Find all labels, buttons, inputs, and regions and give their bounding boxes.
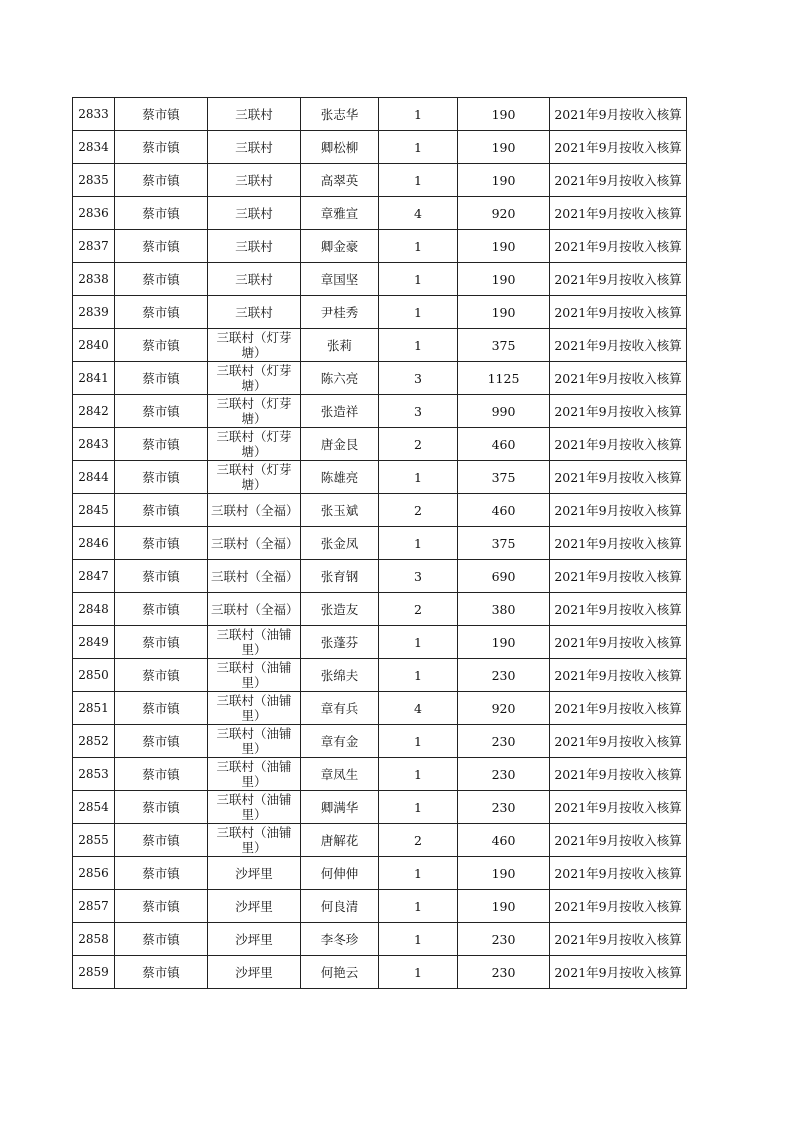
town-cell: 蔡市镇 xyxy=(115,956,208,989)
table-row xyxy=(73,824,687,857)
amount-cell: 190 xyxy=(458,626,550,659)
amount-cell: 230 xyxy=(458,659,550,692)
persons-cell: 1 xyxy=(379,791,458,824)
village-cell: 三联村 xyxy=(208,164,301,197)
village-cell: 三联村 xyxy=(208,230,301,263)
table-row xyxy=(73,329,687,362)
amount-cell: 1125 xyxy=(458,362,550,395)
town-cell: 蔡市镇 xyxy=(115,131,208,164)
row-number: 2834 xyxy=(73,131,115,164)
table-row xyxy=(73,395,687,428)
name-cell: 张造友 xyxy=(301,593,379,626)
amount-cell: 230 xyxy=(458,923,550,956)
town-cell: 蔡市镇 xyxy=(115,857,208,890)
village-cell: 沙坪里 xyxy=(208,857,301,890)
row-number: 2849 xyxy=(73,626,115,659)
table-row xyxy=(73,230,687,263)
town-cell: 蔡市镇 xyxy=(115,230,208,263)
amount-cell: 190 xyxy=(458,857,550,890)
note-cell: 2021年9月按收入核算 xyxy=(550,725,687,758)
town-cell: 蔡市镇 xyxy=(115,560,208,593)
village-cell: 三联村（油铺里） xyxy=(208,824,301,857)
row-number: 2855 xyxy=(73,824,115,857)
row-number: 2854 xyxy=(73,791,115,824)
amount-cell: 990 xyxy=(458,395,550,428)
row-number: 2841 xyxy=(73,362,115,395)
name-cell: 唐金艮 xyxy=(301,428,379,461)
name-cell: 章雅宣 xyxy=(301,197,379,230)
village-cell: 三联村（灯芽塘） xyxy=(208,461,301,494)
town-cell: 蔡市镇 xyxy=(115,923,208,956)
town-cell: 蔡市镇 xyxy=(115,197,208,230)
persons-cell: 3 xyxy=(379,395,458,428)
name-cell: 何伸伸 xyxy=(301,857,379,890)
table-row xyxy=(73,131,687,164)
village-cell: 三联村（灯芽塘） xyxy=(208,395,301,428)
table-row xyxy=(73,461,687,494)
amount-cell: 460 xyxy=(458,428,550,461)
town-cell: 蔡市镇 xyxy=(115,395,208,428)
amount-cell: 230 xyxy=(458,758,550,791)
row-number: 2858 xyxy=(73,923,115,956)
row-number: 2845 xyxy=(73,494,115,527)
town-cell: 蔡市镇 xyxy=(115,626,208,659)
note-cell: 2021年9月按收入核算 xyxy=(550,560,687,593)
name-cell: 张蓬芬 xyxy=(301,626,379,659)
name-cell: 张志华 xyxy=(301,98,379,131)
amount-cell: 230 xyxy=(458,956,550,989)
village-cell: 三联村（全福） xyxy=(208,494,301,527)
row-number: 2859 xyxy=(73,956,115,989)
persons-cell: 3 xyxy=(379,362,458,395)
table-row xyxy=(73,263,687,296)
table-row xyxy=(73,659,687,692)
persons-cell: 1 xyxy=(379,659,458,692)
note-cell: 2021年9月按收入核算 xyxy=(550,461,687,494)
town-cell: 蔡市镇 xyxy=(115,329,208,362)
name-cell: 章凤生 xyxy=(301,758,379,791)
name-cell: 陈雄亮 xyxy=(301,461,379,494)
name-cell: 章有金 xyxy=(301,725,379,758)
village-cell: 三联村（灯芽塘） xyxy=(208,362,301,395)
persons-cell: 1 xyxy=(379,758,458,791)
village-cell: 三联村（油铺里） xyxy=(208,659,301,692)
note-cell: 2021年9月按收入核算 xyxy=(550,857,687,890)
village-cell: 三联村 xyxy=(208,263,301,296)
amount-cell: 190 xyxy=(458,296,550,329)
row-number: 2852 xyxy=(73,725,115,758)
row-number: 2839 xyxy=(73,296,115,329)
table-row xyxy=(73,626,687,659)
village-cell: 三联村（油铺里） xyxy=(208,725,301,758)
village-cell: 三联村 xyxy=(208,197,301,230)
persons-cell: 1 xyxy=(379,329,458,362)
persons-cell: 1 xyxy=(379,527,458,560)
persons-cell: 1 xyxy=(379,131,458,164)
note-cell: 2021年9月按收入核算 xyxy=(550,296,687,329)
row-number: 2842 xyxy=(73,395,115,428)
town-cell: 蔡市镇 xyxy=(115,659,208,692)
amount-cell: 920 xyxy=(458,197,550,230)
persons-cell: 1 xyxy=(379,296,458,329)
row-number: 2838 xyxy=(73,263,115,296)
table-row xyxy=(73,296,687,329)
table-row xyxy=(73,593,687,626)
amount-cell: 190 xyxy=(458,263,550,296)
town-cell: 蔡市镇 xyxy=(115,692,208,725)
amount-cell: 460 xyxy=(458,494,550,527)
name-cell: 李冬珍 xyxy=(301,923,379,956)
row-number: 2843 xyxy=(73,428,115,461)
note-cell: 2021年9月按收入核算 xyxy=(550,263,687,296)
row-number: 2840 xyxy=(73,329,115,362)
town-cell: 蔡市镇 xyxy=(115,494,208,527)
persons-cell: 1 xyxy=(379,164,458,197)
persons-cell: 1 xyxy=(379,263,458,296)
town-cell: 蔡市镇 xyxy=(115,791,208,824)
amount-cell: 375 xyxy=(458,329,550,362)
name-cell: 章国坚 xyxy=(301,263,379,296)
persons-cell: 1 xyxy=(379,923,458,956)
table-row xyxy=(73,362,687,395)
note-cell: 2021年9月按收入核算 xyxy=(550,659,687,692)
village-cell: 三联村（全福） xyxy=(208,593,301,626)
persons-cell: 2 xyxy=(379,824,458,857)
note-cell: 2021年9月按收入核算 xyxy=(550,791,687,824)
row-number: 2844 xyxy=(73,461,115,494)
name-cell: 卿金豪 xyxy=(301,230,379,263)
table-row xyxy=(73,956,687,989)
table-row xyxy=(73,98,687,131)
name-cell: 张育钢 xyxy=(301,560,379,593)
name-cell: 唐解花 xyxy=(301,824,379,857)
persons-cell: 2 xyxy=(379,494,458,527)
name-cell: 卿松柳 xyxy=(301,131,379,164)
persons-cell: 1 xyxy=(379,626,458,659)
row-number: 2853 xyxy=(73,758,115,791)
row-number: 2856 xyxy=(73,857,115,890)
table-row xyxy=(73,692,687,725)
note-cell: 2021年9月按收入核算 xyxy=(550,494,687,527)
village-cell: 沙坪里 xyxy=(208,923,301,956)
persons-cell: 1 xyxy=(379,857,458,890)
table-row xyxy=(73,494,687,527)
table-row xyxy=(73,857,687,890)
amount-cell: 190 xyxy=(458,230,550,263)
name-cell: 何良清 xyxy=(301,890,379,923)
persons-cell: 1 xyxy=(379,890,458,923)
persons-cell: 1 xyxy=(379,461,458,494)
amount-cell: 375 xyxy=(458,527,550,560)
table-row xyxy=(73,560,687,593)
village-cell: 三联村（油铺里） xyxy=(208,758,301,791)
note-cell: 2021年9月按收入核算 xyxy=(550,593,687,626)
persons-cell: 2 xyxy=(379,428,458,461)
name-cell: 尹桂秀 xyxy=(301,296,379,329)
name-cell: 陈六亮 xyxy=(301,362,379,395)
town-cell: 蔡市镇 xyxy=(115,362,208,395)
amount-cell: 230 xyxy=(458,791,550,824)
table-row xyxy=(73,890,687,923)
row-number: 2833 xyxy=(73,98,115,131)
village-cell: 三联村（油铺里） xyxy=(208,626,301,659)
name-cell: 张莉 xyxy=(301,329,379,362)
persons-cell: 2 xyxy=(379,593,458,626)
town-cell: 蔡市镇 xyxy=(115,428,208,461)
persons-cell: 1 xyxy=(379,956,458,989)
note-cell: 2021年9月按收入核算 xyxy=(550,362,687,395)
note-cell: 2021年9月按收入核算 xyxy=(550,692,687,725)
name-cell: 张绵夫 xyxy=(301,659,379,692)
note-cell: 2021年9月按收入核算 xyxy=(550,428,687,461)
name-cell: 章有兵 xyxy=(301,692,379,725)
village-cell: 三联村（油铺里） xyxy=(208,791,301,824)
persons-cell: 1 xyxy=(379,725,458,758)
persons-cell: 3 xyxy=(379,560,458,593)
note-cell: 2021年9月按收入核算 xyxy=(550,164,687,197)
amount-cell: 460 xyxy=(458,824,550,857)
amount-cell: 920 xyxy=(458,692,550,725)
amount-cell: 190 xyxy=(458,890,550,923)
row-number: 2837 xyxy=(73,230,115,263)
amount-cell: 375 xyxy=(458,461,550,494)
amount-cell: 230 xyxy=(458,725,550,758)
row-number: 2847 xyxy=(73,560,115,593)
row-number: 2848 xyxy=(73,593,115,626)
amount-cell: 190 xyxy=(458,131,550,164)
name-cell: 卿满华 xyxy=(301,791,379,824)
persons-cell: 1 xyxy=(379,230,458,263)
table-row xyxy=(73,527,687,560)
note-cell: 2021年9月按收入核算 xyxy=(550,923,687,956)
note-cell: 2021年9月按收入核算 xyxy=(550,395,687,428)
amount-cell: 190 xyxy=(458,98,550,131)
note-cell: 2021年9月按收入核算 xyxy=(550,824,687,857)
village-cell: 三联村（灯芽塘） xyxy=(208,329,301,362)
persons-cell: 1 xyxy=(379,98,458,131)
row-number: 2857 xyxy=(73,890,115,923)
note-cell: 2021年9月按收入核算 xyxy=(550,890,687,923)
town-cell: 蔡市镇 xyxy=(115,725,208,758)
allowance-table xyxy=(72,97,687,989)
note-cell: 2021年9月按收入核算 xyxy=(550,626,687,659)
town-cell: 蔡市镇 xyxy=(115,263,208,296)
amount-cell: 690 xyxy=(458,560,550,593)
note-cell: 2021年9月按收入核算 xyxy=(550,98,687,131)
persons-cell: 4 xyxy=(379,692,458,725)
note-cell: 2021年9月按收入核算 xyxy=(550,230,687,263)
name-cell: 何艳云 xyxy=(301,956,379,989)
note-cell: 2021年9月按收入核算 xyxy=(550,329,687,362)
note-cell: 2021年9月按收入核算 xyxy=(550,131,687,164)
town-cell: 蔡市镇 xyxy=(115,824,208,857)
table-row xyxy=(73,164,687,197)
town-cell: 蔡市镇 xyxy=(115,527,208,560)
table-body xyxy=(73,98,687,989)
name-cell: 高翠英 xyxy=(301,164,379,197)
row-number: 2851 xyxy=(73,692,115,725)
town-cell: 蔡市镇 xyxy=(115,164,208,197)
table-row xyxy=(73,758,687,791)
town-cell: 蔡市镇 xyxy=(115,461,208,494)
village-cell: 三联村 xyxy=(208,98,301,131)
town-cell: 蔡市镇 xyxy=(115,296,208,329)
village-cell: 三联村 xyxy=(208,131,301,164)
table-row xyxy=(73,725,687,758)
row-number: 2836 xyxy=(73,197,115,230)
village-cell: 沙坪里 xyxy=(208,890,301,923)
village-cell: 三联村（全福） xyxy=(208,527,301,560)
village-cell: 三联村（灯芽塘） xyxy=(208,428,301,461)
village-cell: 沙坪里 xyxy=(208,956,301,989)
persons-cell: 4 xyxy=(379,197,458,230)
town-cell: 蔡市镇 xyxy=(115,890,208,923)
town-cell: 蔡市镇 xyxy=(115,593,208,626)
table-row xyxy=(73,428,687,461)
name-cell: 张玉斌 xyxy=(301,494,379,527)
note-cell: 2021年9月按收入核算 xyxy=(550,527,687,560)
note-cell: 2021年9月按收入核算 xyxy=(550,197,687,230)
row-number: 2835 xyxy=(73,164,115,197)
note-cell: 2021年9月按收入核算 xyxy=(550,758,687,791)
note-cell: 2021年9月按收入核算 xyxy=(550,956,687,989)
row-number: 2846 xyxy=(73,527,115,560)
name-cell: 张造祥 xyxy=(301,395,379,428)
town-cell: 蔡市镇 xyxy=(115,758,208,791)
table-row xyxy=(73,923,687,956)
amount-cell: 380 xyxy=(458,593,550,626)
town-cell: 蔡市镇 xyxy=(115,98,208,131)
village-cell: 三联村（油铺里） xyxy=(208,692,301,725)
row-number: 2850 xyxy=(73,659,115,692)
amount-cell: 190 xyxy=(458,164,550,197)
table-row xyxy=(73,791,687,824)
village-cell: 三联村（全福） xyxy=(208,560,301,593)
table-row xyxy=(73,197,687,230)
name-cell: 张金凤 xyxy=(301,527,379,560)
village-cell: 三联村 xyxy=(208,296,301,329)
